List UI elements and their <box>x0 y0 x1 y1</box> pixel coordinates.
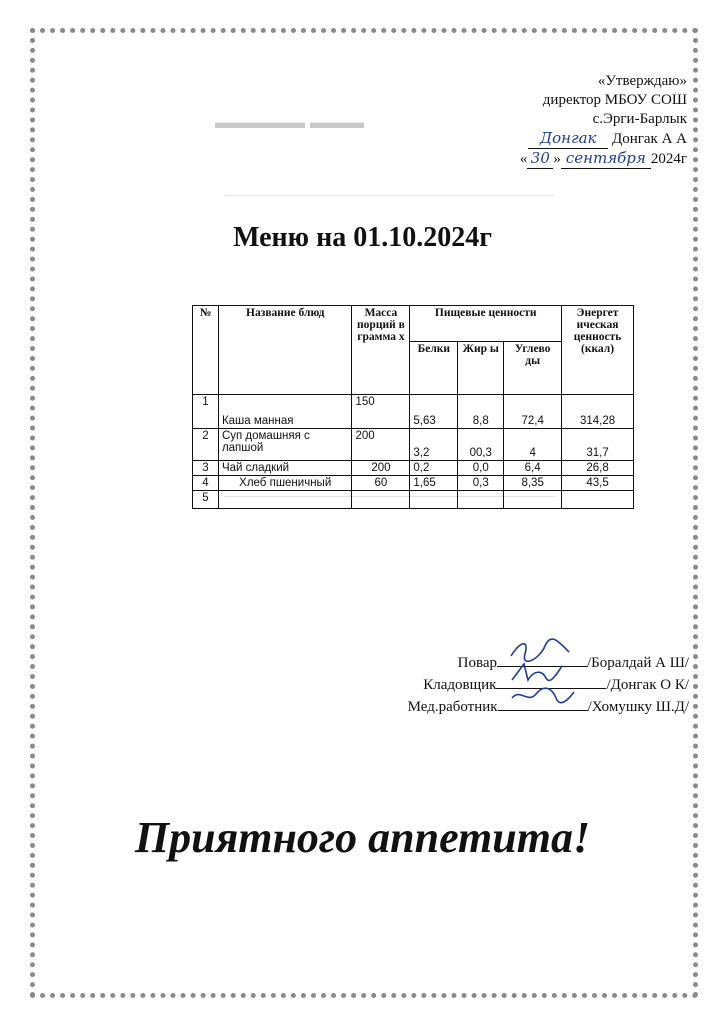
date-quote-close: » <box>553 151 561 167</box>
row-carbs <box>504 491 562 509</box>
approval-signature-line <box>520 129 687 149</box>
row-mass: 150 <box>352 395 410 429</box>
row-num: 1 <box>193 395 219 429</box>
row-energy <box>562 491 634 509</box>
row-dish <box>218 491 352 509</box>
footer-greeting: Приятного аппетита! <box>134 813 591 862</box>
signatures-block <box>408 652 689 718</box>
row-protein: 5,63 <box>410 395 458 429</box>
table-row <box>193 476 634 491</box>
header-nutrition: Пищевые ценности <box>410 306 562 342</box>
storekeeper-name: /Донгак О К/ <box>606 677 689 693</box>
medic-label: Мед.работник <box>407 699 498 715</box>
date-day: 30 <box>527 149 553 169</box>
table-row <box>193 395 634 429</box>
approval-block <box>520 72 687 169</box>
header-carbs: Углево ды <box>504 342 562 395</box>
page-title: Меню на 01.10.2024г <box>233 222 492 253</box>
approval-line-3: с.Эрги-Барлык <box>592 111 687 127</box>
row-num: 4 <box>193 476 219 491</box>
header-energy: Энергет ическая ценность (ккал) <box>562 306 634 395</box>
date-quote-open: « <box>519 151 528 167</box>
table-header-row <box>193 306 634 342</box>
table-row <box>193 461 634 476</box>
storekeeper-label: Кладовщик <box>423 677 497 693</box>
header-mass: Масса порций в грамма х <box>352 306 410 395</box>
row-energy: 26,8 <box>562 461 634 476</box>
approval-line-2: директор МБОУ СОШ <box>542 92 687 108</box>
row-protein: 1,65 <box>410 476 458 491</box>
approval-date <box>520 149 687 169</box>
row-fat: 0,0 <box>458 461 504 476</box>
bleed-through-text: ▬▬▬ ▬▬▬▬▬ <box>215 112 365 132</box>
table-row <box>193 491 634 509</box>
table-row <box>193 429 634 461</box>
medic-signature-line <box>408 696 689 718</box>
row-dish: Хлеб пшеничный <box>218 476 352 491</box>
medic-signature <box>498 696 588 711</box>
row-num: 3 <box>193 461 219 476</box>
header-num: № <box>193 306 219 395</box>
medic-signature-scribble <box>508 682 578 708</box>
row-carbs: 72,4 <box>504 395 562 429</box>
row-dish: Каша манная <box>218 395 352 429</box>
director-signature: Донгак <box>528 129 608 149</box>
header-protein: Белки <box>410 342 458 395</box>
row-fat: 8,8 <box>458 395 504 429</box>
header-dish: Название блюд <box>218 306 352 395</box>
row-mass: 200 <box>352 461 410 476</box>
row-fat <box>458 491 504 509</box>
row-energy: 31,7 <box>562 429 634 461</box>
row-mass: 200 <box>352 429 410 461</box>
row-energy: 43,5 <box>562 476 634 491</box>
row-energy: 314,28 <box>562 395 634 429</box>
director-name: Донгак А А <box>611 131 687 147</box>
row-num: 2 <box>193 429 219 461</box>
row-protein: 0,2 <box>410 461 458 476</box>
row-fat: 00,3 <box>458 429 504 461</box>
menu-table <box>192 305 634 509</box>
row-carbs: 4 <box>504 429 562 461</box>
date-year: 2024г <box>650 151 687 167</box>
row-protein: 3,2 <box>410 429 458 461</box>
row-mass <box>352 491 410 509</box>
row-protein <box>410 491 458 509</box>
row-fat: 0,3 <box>458 476 504 491</box>
row-carbs: 6,4 <box>504 461 562 476</box>
approval-line-1: «Утверждаю» <box>597 73 687 89</box>
row-num: 5 <box>193 491 219 509</box>
cook-label: Повар <box>457 655 497 671</box>
row-carbs: 8,35 <box>504 476 562 491</box>
row-mass: 60 <box>352 476 410 491</box>
row-dish: Чай сладкий <box>218 461 352 476</box>
date-month: сентября <box>561 149 651 169</box>
row-dish: Суп домашняя с лапшой <box>218 429 352 461</box>
medic-name: /Хомушку Ш.Д/ <box>587 699 689 715</box>
cook-name: /Боралдай А Ш/ <box>586 655 689 671</box>
header-fat: Жир ы <box>458 342 504 395</box>
